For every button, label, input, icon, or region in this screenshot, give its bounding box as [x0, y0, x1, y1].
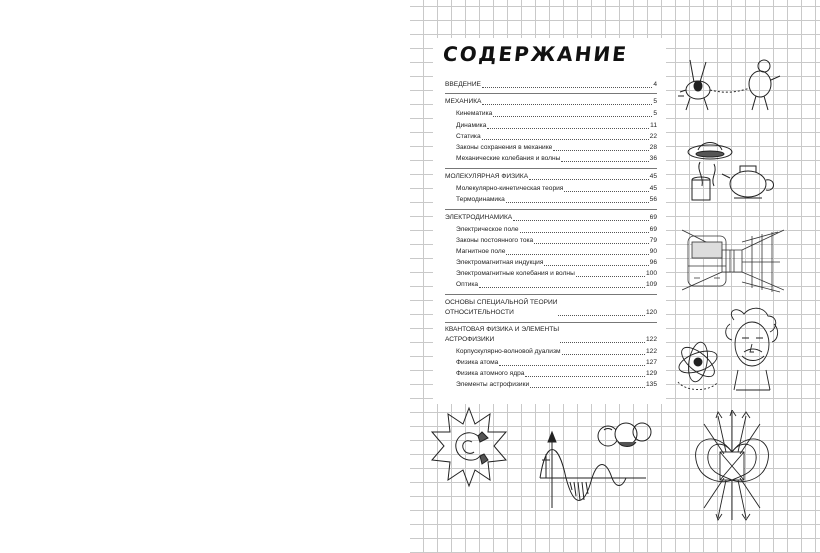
toc-item-wave-particle-duality[interactable] [456, 347, 657, 357]
toc-item-label: Термодинамика [456, 196, 505, 203]
toc-section-label-group [445, 298, 557, 318]
toc-item-label: Механические колебания и волны [456, 155, 561, 162]
toc-item-label: Молекулярно-кинетическая теория [456, 185, 564, 192]
toc-page-number: 56 [649, 196, 657, 203]
toc-section-label-continued: АСТРОФИЗИКИ [445, 336, 495, 343]
toc-item-label: Физика атома [456, 359, 499, 366]
toc-page-number: 122 [645, 348, 657, 355]
toc-page-number: 100 [645, 270, 657, 277]
toc-page-number: 11 [650, 122, 657, 129]
toc-section-electrodynamics[interactable] [445, 213, 657, 223]
toc-section-label: ОСНОВЫ СПЕЦИАЛЬНОЙ ТЕОРИИ [445, 299, 558, 306]
toc-item-label: Кинематика [456, 110, 493, 117]
donkey-and-mouse-drawing [676, 52, 786, 114]
leader-dots [506, 201, 649, 203]
section-divider [445, 209, 657, 210]
leader-dots [506, 253, 648, 255]
toc-item-label: Корпускулярно-волновой дуализм [456, 348, 561, 355]
leader-dots [553, 149, 648, 151]
toc-item-atomic-physics[interactable] [456, 358, 657, 368]
leader-dots [482, 103, 652, 105]
toc-item-nuclear-physics[interactable] [456, 369, 657, 379]
toc-page-number: 45 [649, 173, 657, 180]
toc-page-number: 45 [649, 185, 657, 192]
toc-page-number: 5 [653, 110, 657, 117]
toc-item-thermodynamics[interactable] [456, 195, 657, 205]
leader-dots [525, 375, 645, 377]
toc-section-introduction[interactable] [445, 80, 657, 90]
toc-section-molecular-physics[interactable] [445, 172, 657, 182]
leader-dots [558, 314, 645, 316]
toc-page-number: 4 [653, 81, 657, 88]
toc-section-label: МЕХАНИКА [445, 98, 482, 105]
magnetic-field-drawing [680, 410, 784, 522]
leader-dots [534, 242, 648, 244]
toc-section-quantum-physics[interactable] [445, 325, 657, 345]
toc-item-label: Законы постоянного тока [456, 237, 534, 244]
toc-section-label: ЭЛЕКТРОДИНАМИКА [445, 214, 513, 221]
toc-page-number: 135 [645, 381, 657, 388]
section-divider [445, 322, 657, 323]
leader-dots [564, 190, 648, 192]
toc-item-label: Электромагнитные колебания и волны [456, 270, 575, 277]
toc-item-label: Магнитное поле [456, 248, 506, 255]
toc-page-number: 79 [649, 237, 657, 244]
toc-page-number: 22 [649, 133, 657, 140]
leader-dots [499, 364, 645, 366]
toc-page-number: 28 [649, 144, 657, 151]
toc-page-number: 120 [645, 309, 657, 316]
toc-item-electric-field[interactable] [456, 225, 657, 235]
leader-dots [529, 178, 649, 180]
molecule-drawing [594, 414, 654, 456]
toc-section-label-group [445, 325, 559, 345]
toc-item-label: Элементы астрофизики [456, 381, 530, 388]
toc-item-molecular-kinetic-theory[interactable] [456, 184, 657, 194]
toc-page-number: 122 [645, 336, 657, 343]
toc-section-label: ВВЕДЕНИЕ [445, 81, 481, 88]
toc-item-electromagnetic-oscillations[interactable] [456, 269, 657, 279]
toc-section-mechanics[interactable] [445, 97, 657, 107]
train-in-tunnel-drawing [682, 222, 784, 298]
section-divider [445, 93, 657, 94]
toc-item-conservation-laws[interactable] [456, 143, 657, 153]
toc-item-statics[interactable] [456, 132, 657, 142]
toc-page-number: 127 [645, 359, 657, 366]
toc-page-number: 69 [649, 226, 657, 233]
toc-item-label: Динамика [456, 122, 487, 129]
toc-item-astrophysics[interactable] [456, 380, 657, 390]
magnet-in-star-drawing [430, 406, 508, 488]
leader-dots [487, 127, 649, 129]
leader-dots [493, 115, 652, 117]
ufo-and-kettle-drawing [680, 134, 780, 206]
toc-item-dynamics[interactable] [456, 121, 657, 131]
toc-item-label: Оптика [456, 281, 479, 288]
einstein-and-atom-drawing [672, 306, 784, 398]
toc-page-number: 5 [653, 98, 657, 105]
toc-item-label: Законы сохранения в механике [456, 144, 553, 151]
toc-item-label: Электромагнитная индукция [456, 259, 544, 266]
leader-dots [576, 275, 645, 277]
toc-page-number: 109 [645, 281, 657, 288]
toc-page-number: 36 [649, 155, 657, 162]
toc-item-electromagnetic-induction[interactable] [456, 258, 657, 268]
toc-section-label-continued: ОТНОСИТЕЛЬНОСТИ [445, 309, 514, 316]
section-divider [445, 294, 657, 295]
toc-item-kinematics[interactable] [456, 109, 657, 119]
toc-page-number: 96 [649, 259, 657, 266]
leader-dots [513, 219, 648, 221]
leader-dots [530, 386, 645, 388]
leader-dots [482, 138, 649, 140]
toc-section-relativity[interactable] [445, 298, 657, 318]
toc-item-label: Электрическое поле [456, 226, 519, 233]
section-divider [445, 168, 657, 169]
toc-item-label: Статика [456, 133, 481, 140]
toc-item-direct-current-laws[interactable] [456, 236, 657, 246]
leader-dots [562, 353, 645, 355]
leader-dots [520, 231, 649, 233]
leader-dots [482, 86, 652, 88]
toc-section-label: КВАНТОВАЯ ФИЗИКА И ЭЛЕМЕНТЫ [445, 326, 560, 333]
toc-page-number: 90 [649, 248, 657, 255]
leader-dots [561, 160, 648, 162]
toc-item-label: Физика атомного ядра [456, 370, 525, 377]
toc-title: СОДЕРЖАНИЕ [441, 42, 630, 66]
leader-dots [560, 341, 645, 343]
toc-page-number: 69 [649, 214, 657, 221]
toc-item-magnetic-field[interactable] [456, 247, 657, 257]
toc-section-label: МОЛЕКУЛЯРНАЯ ФИЗИКА [445, 173, 529, 180]
leader-dots [479, 286, 645, 288]
toc-item-mechanical-oscillations[interactable] [456, 154, 657, 164]
toc-page-number: 129 [645, 370, 657, 377]
toc-item-optics[interactable] [456, 280, 657, 290]
leader-dots [544, 264, 648, 266]
